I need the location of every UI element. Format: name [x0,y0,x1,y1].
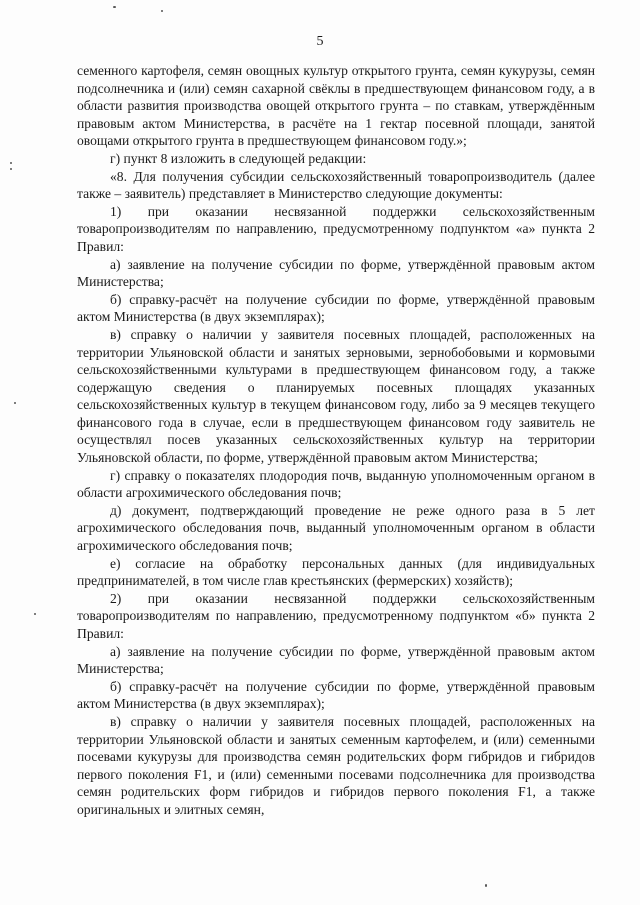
scan-speck [161,10,163,12]
scan-speck [485,884,487,887]
scan-speck [14,402,16,404]
paragraph-item-1d: д) документ, подтверждающий проведение не реже одного раза в 5 лет агрохимического обследования почв, выданный уполномоченным органом в области агрохимического обследования почв; [77,502,595,554]
paragraph-point-8-intro: «8. Для получения субсидии сельскохозяйственный товаропроизводитель (далее также – заявитель) представляет в Министерство следующие документы: [77,168,595,202]
paragraph-item-1a: а) заявление на получение субсидии по форме, утверждённой правовым актом Министерства; [77,256,595,290]
scan-speck [113,6,116,8]
paragraph-item-2a: а) заявление на получение субсидии по форме, утверждённой правовым актом Министерства; [77,643,595,677]
paragraph-item-1g: г) справку о показателях плодородия почв, выданную уполномоченным органом в области агрохимического обследования почв; [77,467,595,501]
paragraph-item-2b: б) справку-расчёт на получение субсидии по форме, утверждённой правовым актом Министерства (в двух экземплярах); [77,678,595,712]
scan-speck [10,168,12,170]
paragraph-item-1: 1) при оказании несвязанной поддержки сельскохозяйственным товаропроизводителям по направлению, предусмотренному подпунктом «а» пункта 2 Правил: [77,203,595,254]
document-body [77,62,595,819]
paragraph-point-8-heading: г) пункт 8 изложить в следующей редакции: [110,150,367,166]
paragraph-item-1b: б) справку-расчёт на получение субсидии по форме, утверждённой правовым актом Министерства (в двух экземплярах); [77,291,595,325]
paragraph-item-2: 2) при оказании несвязанной поддержки сельскохозяйственным товаропроизводителям по направлению, предусмотренному подпунктом «б» пункта 2 Правил: [77,590,595,641]
paragraph-continuation: семенного картофеля, семян овощных культур открытого грунта, семян кукурузы, семян подсолнечника и (или) семян сахарной свёклы в предшествующем финансовом году, а в области развития производства овощей открытого грунта – по ставкам, утверждённым правовым актом Министерства, в расчёте на 1 гектар посевной площади, занятой овощами открытого грунта в предшествующем финансовом году.»; [77,63,595,149]
paragraph-item-1e: е) согласие на обработку персональных данных (для индивидуальных предпринимателей, в том числе глав крестьянских (фермерских) хозяйств); [77,555,595,589]
paragraph-item-1v: в) справку о наличии у заявителя посевных площадей, расположенных на территории Ульяновской области и занятых зерновыми, зернобобовыми и кормовыми сельскохозяйственными культурами в предшествующем финансовом году, а также содержащую сведения о планируемых посевных площадях указанных сельскохозяйственных культур в текущем финансовом году, либо за 9 месяцев текущего финансового года в случае, если в предшествующем финансовом году заявитель не осуществлял посев указанных сельскохозяйственных культур на территории Ульяновской области, по форме, утверждённой правовым актом Министерства; [77,326,595,466]
paragraph-item-2v: в) справку о наличии у заявителя посевных площадей, расположенных на территории Ульяновской области и занятых семенным картофелем, и (или) семенными посевами кукурузы для производства семян родительских форм гибридов и гибридов первого поколения F1, и (или) семенными посевами подсолнечника для производства семян родительских форм гибридов и гибридов первого поколения F1, а также оригинальных и элитных семян, [77,713,595,817]
scan-speck [10,162,12,164]
scan-speck [34,613,36,615]
page-number: 5 [316,34,324,49]
